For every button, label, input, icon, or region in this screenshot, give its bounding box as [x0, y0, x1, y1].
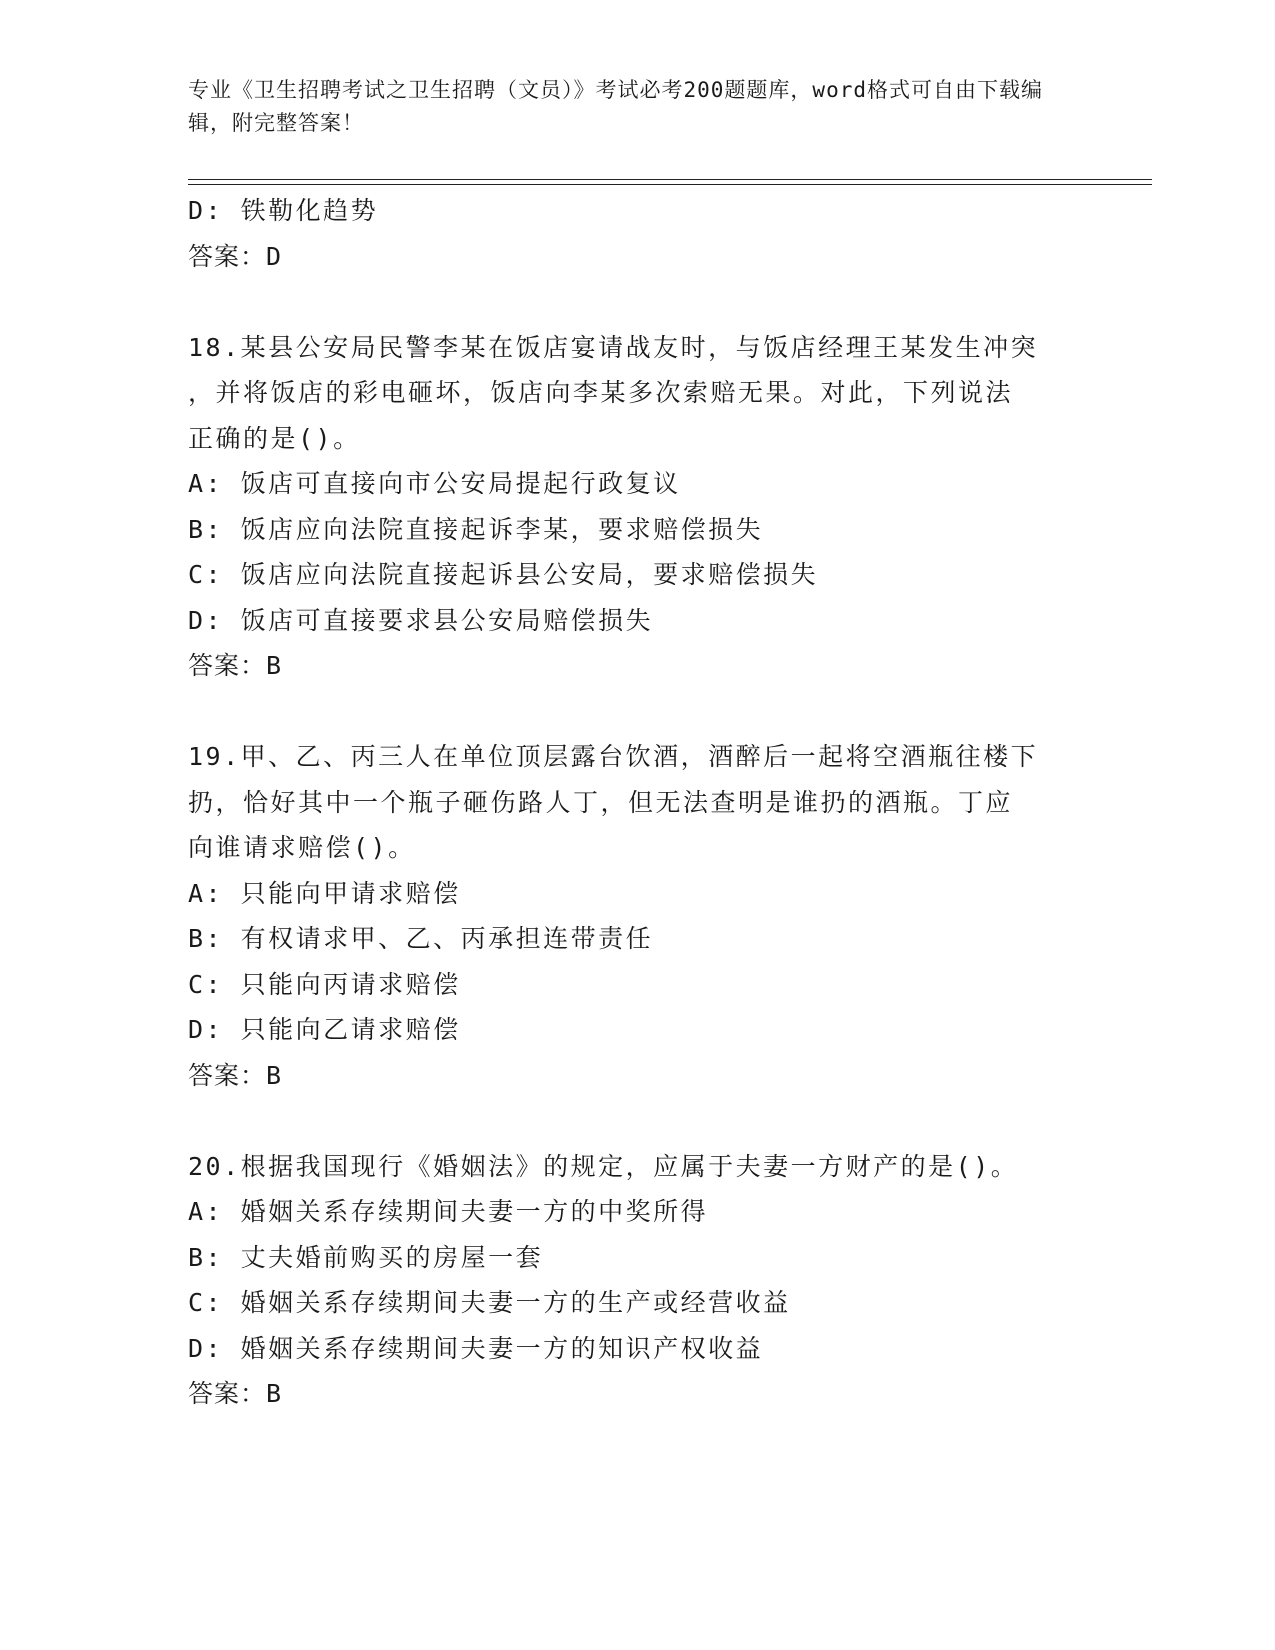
answer-line: 答案：B: [188, 651, 283, 680]
question-content: [188, 188, 1068, 1417]
option-c: C: 婚姻关系存续期间夫妻一方的生产或经营收益: [188, 1288, 791, 1317]
header-divider-top: [188, 179, 1152, 180]
option-d: D: 铁勒化趋势: [188, 196, 379, 225]
option-d: D: 饭店可直接要求县公安局赔偿损失: [188, 605, 654, 635]
option-a: A: 婚姻关系存续期间夫妻一方的中奖所得: [188, 1197, 709, 1226]
question-18: [188, 325, 1068, 689]
option-b: B: 饭店应向法院直接起诉李某，要求赔偿损失: [188, 514, 764, 544]
question-stem-line: 向谁请求赔偿()。: [188, 833, 416, 862]
question-stem-line: 20.根据我国现行《婚姻法》的规定，应属于夫妻一方财产的是()。: [188, 1151, 1019, 1181]
page-header-text: 专业《卫生招聘考试之卫生招聘（文员）》考试必考200题题库，word格式可自由下载编辑，附完整答案！: [188, 78, 1043, 135]
question-stem-line: 19.甲、乙、丙三人在单位顶层露台饮酒，酒醉后一起将空酒瓶往楼下: [188, 742, 1039, 771]
question-19: [188, 734, 1068, 1098]
question-20: [188, 1144, 1068, 1417]
option-a: A: 只能向甲请求赔偿: [188, 878, 461, 908]
question-stem-line: 正确的是()。: [188, 423, 361, 453]
answer-line: 答案：B: [188, 1060, 283, 1090]
option-c: C: 饭店应向法院直接起诉县公安局，要求赔偿损失: [188, 560, 819, 589]
answer-line: 答案：B: [188, 1379, 283, 1408]
option-d: D: 只能向乙请求赔偿: [188, 1015, 461, 1044]
option-b: B: 丈夫婚前购买的房屋一套: [188, 1242, 544, 1272]
question-stem-line: 扔，恰好其中一个瓶子砸伤路人丁，但无法查明是谁扔的酒瓶。丁应: [188, 787, 1014, 817]
header-divider-bottom: [188, 184, 1152, 185]
option-b: B: 有权请求甲、乙、丙承担连带责任: [188, 924, 654, 953]
option-a: A: 饭店可直接向市公安局提起行政复议: [188, 469, 681, 498]
option-d: D: 婚姻关系存续期间夫妻一方的知识产权收益: [188, 1333, 764, 1363]
question-stem-line: ，并将饭店的彩电砸坏，饭店向李某多次索赔无果。对此，下列说法: [188, 378, 1014, 407]
option-c: C: 只能向丙请求赔偿: [188, 969, 461, 999]
question-stem-line: 18.某县公安局民警李某在饭店宴请战友时，与饭店经理王某发生冲突: [188, 332, 1039, 362]
answer-line: 答案：D: [188, 241, 283, 271]
